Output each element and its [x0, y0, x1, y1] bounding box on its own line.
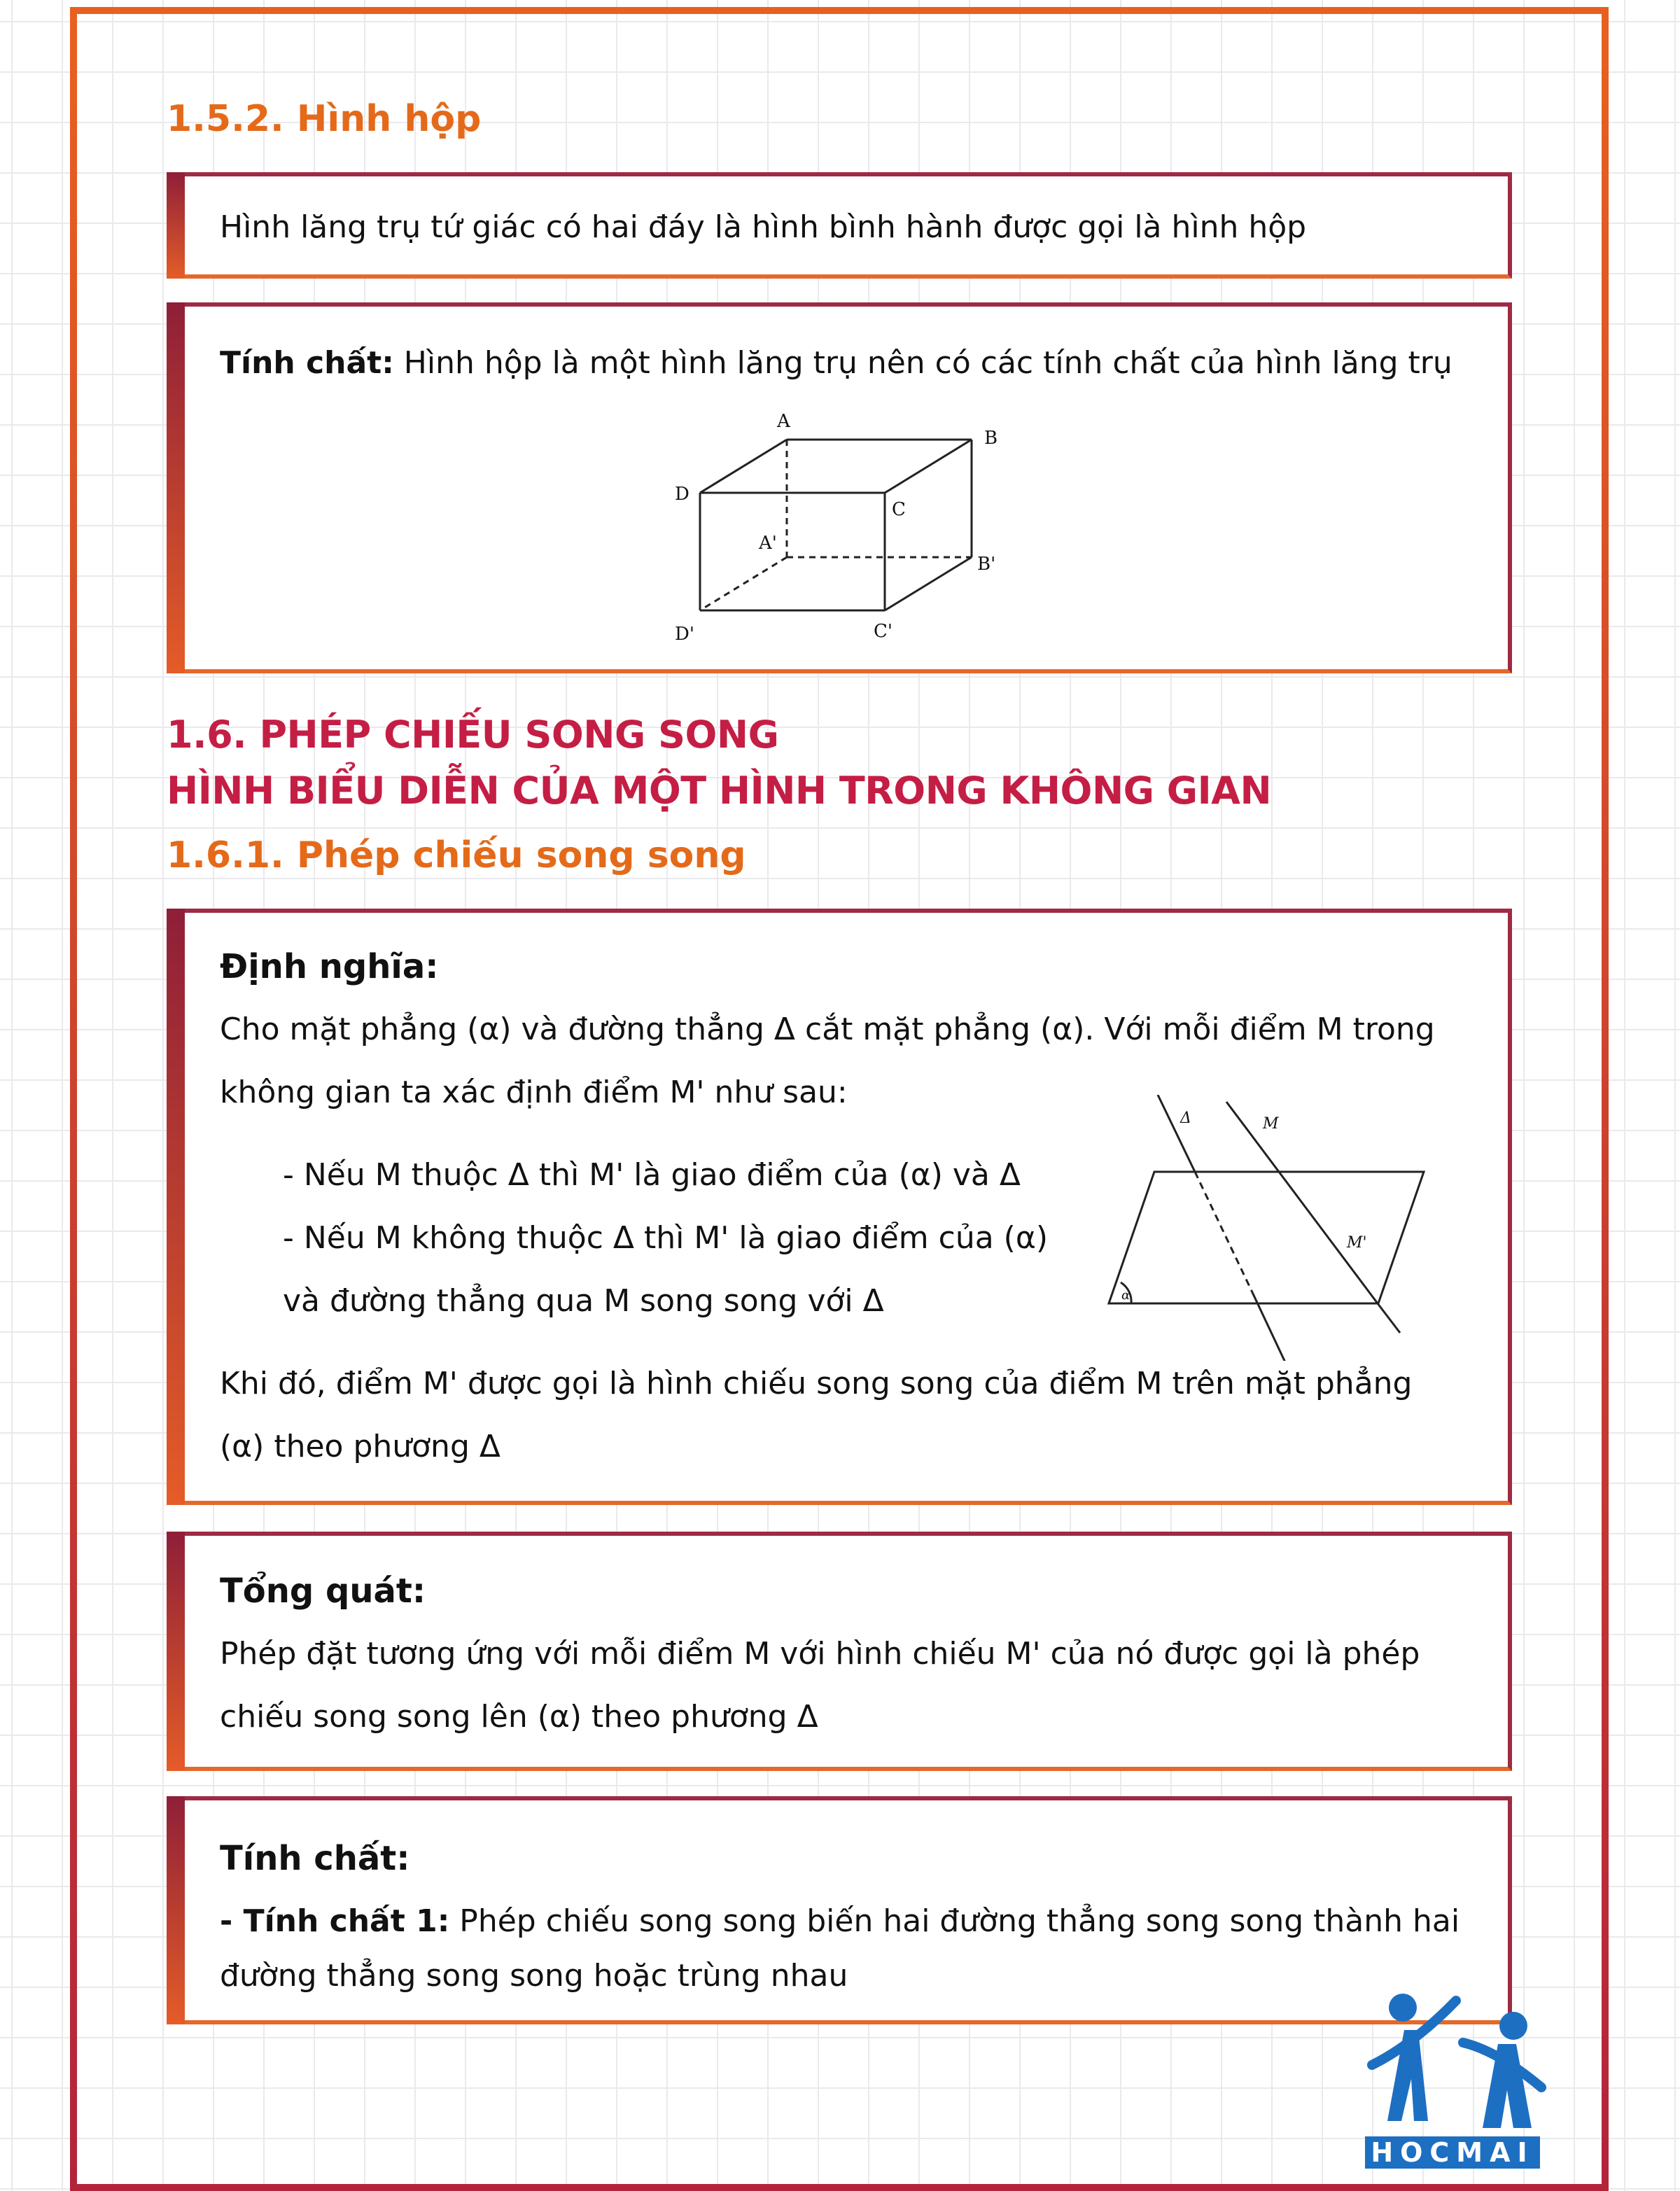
vertex-label-c1: C' — [874, 621, 893, 642]
definition-box-hinh-hop — [167, 172, 1512, 279]
logo-text: HOCMAI — [1365, 2136, 1540, 2169]
vertex-label-b1: B' — [977, 554, 996, 575]
definition-box-projection — [167, 909, 1512, 1505]
point-m-label: M — [1263, 1115, 1279, 1133]
definition-title: Định nghĩa: — [220, 947, 439, 986]
hocmai-logo — [1358, 1981, 1554, 2170]
section-title-1-5-2: 1.5.2. Hình hộp — [167, 98, 482, 140]
vertex-label-d: D — [675, 484, 690, 505]
property-1-body: Phép chiếu song song biến hai đường thẳng song song thành hai — [449, 1903, 1460, 1939]
general-line-1: Phép đặt tương ứng với mỗi điểm M với hình chiếu M' của nó được gọi là phép — [220, 1636, 1420, 1672]
point-m1-label: M' — [1347, 1234, 1367, 1252]
property-label: Tính chất: — [220, 345, 394, 381]
parallel-projection-figure — [1102, 1095, 1438, 1361]
section-title-1-6-line2: HÌNH BIỂU DIỄN CỦA MỘT HÌNH TRONG KHÔNG GIAN — [167, 769, 1272, 813]
section-title-1-6-1: 1.6.1. Phép chiếu song song — [167, 834, 746, 876]
definition-bullet-2b: và đường thẳng qua M song song với Δ — [283, 1283, 884, 1319]
property-1-label: - Tính chất 1: — [220, 1903, 450, 1939]
property-line-2: đường thẳng song song hoặc trùng nhau — [220, 1958, 848, 1994]
property-text — [220, 332, 1452, 395]
delta-label: Δ — [1180, 1110, 1191, 1127]
definition-line-2: không gian ta xác định điểm M' như sau: — [220, 1074, 848, 1110]
definition-bullet-1: - Nếu M thuộc Δ thì M' là giao điểm của (α) và Δ — [283, 1157, 1021, 1193]
vertex-label-c: C — [892, 499, 906, 520]
definition-line-1: Cho mặt phẳng (α) và đường thẳng Δ cắt mặt phẳng (α). Với mỗi điểm M trong — [220, 1011, 1435, 1047]
property-line-1 — [220, 1894, 1460, 1949]
alpha-label: α — [1121, 1288, 1130, 1303]
definition-bullet-2a: - Nếu M không thuộc Δ thì M' là giao điểm của (α) — [283, 1220, 1048, 1256]
logo-figures-icon — [1358, 1981, 1554, 2135]
general-line-2: chiếu song song lên (α) theo phương Δ — [220, 1699, 818, 1735]
definition-text: Hình lăng trụ tứ giác có hai đáy là hình bình hành được gọi là hình hộp — [220, 209, 1307, 245]
property-body: Hình hộp là một hình lăng trụ nên có các tính chất của hình lăng trụ — [393, 345, 1452, 381]
general-title: Tổng quát: — [220, 1572, 426, 1611]
general-box — [167, 1532, 1512, 1771]
vertex-label-a: A — [777, 411, 790, 432]
definition-line-4: (α) theo phương Δ — [220, 1429, 500, 1464]
property-box-projection — [167, 1796, 1512, 2024]
vertex-label-a1: A' — [759, 533, 777, 554]
parallelepiped-figure — [661, 398, 1193, 664]
section-title-1-6-line1: 1.6. PHÉP CHIẾU SONG SONG — [167, 713, 779, 757]
definition-line-3: Khi đó, điểm M' được gọi là hình chiếu song song của điểm M trên mặt phẳng — [220, 1366, 1413, 1401]
property-title: Tính chất: — [220, 1839, 410, 1878]
vertex-label-b: B — [984, 428, 998, 449]
vertex-label-d1: D' — [675, 624, 694, 645]
property-box-hinh-hop — [167, 302, 1512, 673]
